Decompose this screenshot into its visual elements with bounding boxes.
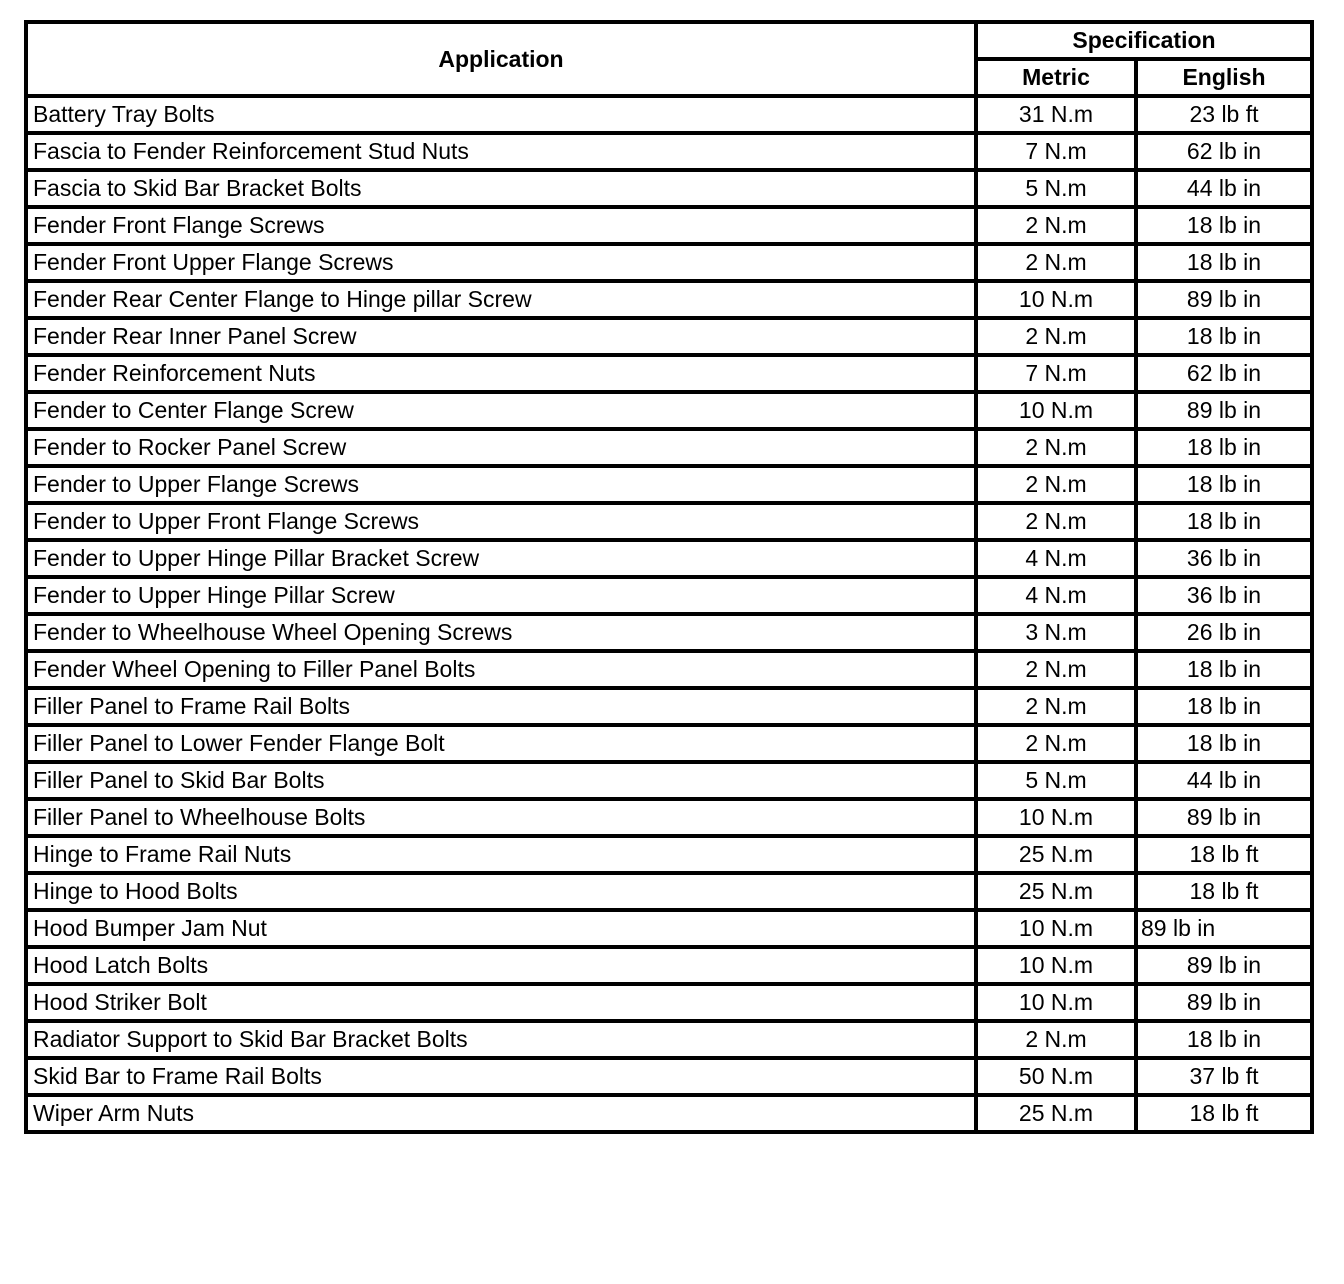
table-row: [26, 873, 1312, 910]
application-cell: Fender Rear Inner Panel Screw: [26, 318, 976, 355]
english-cell: 18 lb in: [1136, 466, 1312, 503]
english-cell: 18 lb in: [1136, 429, 1312, 466]
table-row: [26, 836, 1312, 873]
application-cell: Fender to Upper Flange Screws: [26, 466, 976, 503]
metric-header: Metric: [976, 59, 1136, 96]
application-cell: Filler Panel to Wheelhouse Bolts: [26, 799, 976, 836]
metric-cell: 3 N.m: [976, 614, 1136, 651]
application-cell: Fender to Center Flange Screw: [26, 392, 976, 429]
metric-cell: 2 N.m: [976, 1021, 1136, 1058]
metric-cell: 2 N.m: [976, 207, 1136, 244]
metric-cell: 2 N.m: [976, 503, 1136, 540]
metric-cell: 4 N.m: [976, 540, 1136, 577]
table-row: [26, 947, 1312, 984]
application-cell: Fender Reinforcement Nuts: [26, 355, 976, 392]
specification-header: Specification: [976, 22, 1312, 59]
torque-spec-table: [24, 20, 1314, 1134]
table-row: [26, 318, 1312, 355]
metric-cell: 7 N.m: [976, 355, 1136, 392]
table-row: [26, 133, 1312, 170]
metric-cell: 10 N.m: [976, 947, 1136, 984]
metric-cell: 10 N.m: [976, 799, 1136, 836]
application-cell: Filler Panel to Lower Fender Flange Bolt: [26, 725, 976, 762]
table-row: [26, 1095, 1312, 1132]
english-cell: 89 lb in: [1136, 392, 1312, 429]
metric-cell: 25 N.m: [976, 873, 1136, 910]
metric-cell: 25 N.m: [976, 836, 1136, 873]
table-row: [26, 244, 1312, 281]
english-cell: 62 lb in: [1136, 133, 1312, 170]
english-header: English: [1136, 59, 1312, 96]
table-row: [26, 540, 1312, 577]
table-row: [26, 503, 1312, 540]
english-cell: 18 lb in: [1136, 318, 1312, 355]
english-cell: 36 lb in: [1136, 577, 1312, 614]
table-row: [26, 96, 1312, 133]
table-row: [26, 910, 1312, 947]
application-cell: Hinge to Hood Bolts: [26, 873, 976, 910]
metric-cell: 4 N.m: [976, 577, 1136, 614]
english-cell: 18 lb in: [1136, 207, 1312, 244]
application-cell: Fascia to Skid Bar Bracket Bolts: [26, 170, 976, 207]
application-cell: Fender Front Upper Flange Screws: [26, 244, 976, 281]
application-cell: Hinge to Frame Rail Nuts: [26, 836, 976, 873]
header-row-top: [26, 22, 1312, 59]
application-cell: Fender to Upper Front Flange Screws: [26, 503, 976, 540]
english-cell: 18 lb in: [1136, 503, 1312, 540]
table-row: [26, 1058, 1312, 1095]
table-row: [26, 762, 1312, 799]
application-header: Application: [26, 22, 976, 96]
application-cell: Fender to Wheelhouse Wheel Opening Screws: [26, 614, 976, 651]
english-cell: 18 lb in: [1136, 688, 1312, 725]
english-cell: 44 lb in: [1136, 762, 1312, 799]
english-cell: 18 lb ft: [1136, 1095, 1312, 1132]
metric-cell: 25 N.m: [976, 1095, 1136, 1132]
application-cell: Radiator Support to Skid Bar Bracket Bolts: [26, 1021, 976, 1058]
application-cell: Fender Wheel Opening to Filler Panel Bolts: [26, 651, 976, 688]
metric-cell: 10 N.m: [976, 392, 1136, 429]
table-body: [26, 96, 1312, 1132]
table-row: [26, 984, 1312, 1021]
english-cell: 44 lb in: [1136, 170, 1312, 207]
application-cell: Hood Bumper Jam Nut: [26, 910, 976, 947]
application-cell: Filler Panel to Frame Rail Bolts: [26, 688, 976, 725]
application-cell: Hood Latch Bolts: [26, 947, 976, 984]
table-row: [26, 725, 1312, 762]
table-header: [26, 22, 1312, 96]
application-cell: Battery Tray Bolts: [26, 96, 976, 133]
english-cell: 89 lb in: [1136, 910, 1312, 947]
english-cell: 18 lb ft: [1136, 873, 1312, 910]
table-row: [26, 466, 1312, 503]
application-cell: Hood Striker Bolt: [26, 984, 976, 1021]
application-cell: Filler Panel to Skid Bar Bolts: [26, 762, 976, 799]
table-row: [26, 170, 1312, 207]
metric-cell: 7 N.m: [976, 133, 1136, 170]
application-cell: Fascia to Fender Reinforcement Stud Nuts: [26, 133, 976, 170]
application-cell: Fender Rear Center Flange to Hinge pillar Screw: [26, 281, 976, 318]
english-cell: 18 lb in: [1136, 725, 1312, 762]
english-cell: 18 lb ft: [1136, 836, 1312, 873]
table-row: [26, 577, 1312, 614]
metric-cell: 31 N.m: [976, 96, 1136, 133]
english-cell: 23 lb ft: [1136, 96, 1312, 133]
table-row: [26, 281, 1312, 318]
english-cell: 18 lb in: [1136, 1021, 1312, 1058]
english-cell: 36 lb in: [1136, 540, 1312, 577]
english-cell: 37 lb ft: [1136, 1058, 1312, 1095]
table-row: [26, 207, 1312, 244]
metric-cell: 2 N.m: [976, 466, 1136, 503]
application-cell: Wiper Arm Nuts: [26, 1095, 976, 1132]
metric-cell: 10 N.m: [976, 281, 1136, 318]
table-row: [26, 355, 1312, 392]
application-cell: Fender to Rocker Panel Screw: [26, 429, 976, 466]
metric-cell: 2 N.m: [976, 429, 1136, 466]
metric-cell: 2 N.m: [976, 725, 1136, 762]
table-row: [26, 392, 1312, 429]
english-cell: 62 lb in: [1136, 355, 1312, 392]
application-cell: Fender to Upper Hinge Pillar Bracket Screw: [26, 540, 976, 577]
application-cell: Skid Bar to Frame Rail Bolts: [26, 1058, 976, 1095]
metric-cell: 2 N.m: [976, 318, 1136, 355]
english-cell: 18 lb in: [1136, 651, 1312, 688]
english-cell: 89 lb in: [1136, 984, 1312, 1021]
table-row: [26, 429, 1312, 466]
application-cell: Fender to Upper Hinge Pillar Screw: [26, 577, 976, 614]
table-row: [26, 614, 1312, 651]
table-row: [26, 688, 1312, 725]
english-cell: 89 lb in: [1136, 947, 1312, 984]
english-cell: 89 lb in: [1136, 281, 1312, 318]
english-cell: 18 lb in: [1136, 244, 1312, 281]
table-row: [26, 799, 1312, 836]
metric-cell: 2 N.m: [976, 244, 1136, 281]
english-cell: 26 lb in: [1136, 614, 1312, 651]
metric-cell: 10 N.m: [976, 910, 1136, 947]
application-cell: Fender Front Flange Screws: [26, 207, 976, 244]
metric-cell: 50 N.m: [976, 1058, 1136, 1095]
metric-cell: 5 N.m: [976, 762, 1136, 799]
table-row: [26, 651, 1312, 688]
metric-cell: 2 N.m: [976, 688, 1136, 725]
metric-cell: 5 N.m: [976, 170, 1136, 207]
metric-cell: 2 N.m: [976, 651, 1136, 688]
metric-cell: 10 N.m: [976, 984, 1136, 1021]
table-row: [26, 1021, 1312, 1058]
english-cell: 89 lb in: [1136, 799, 1312, 836]
